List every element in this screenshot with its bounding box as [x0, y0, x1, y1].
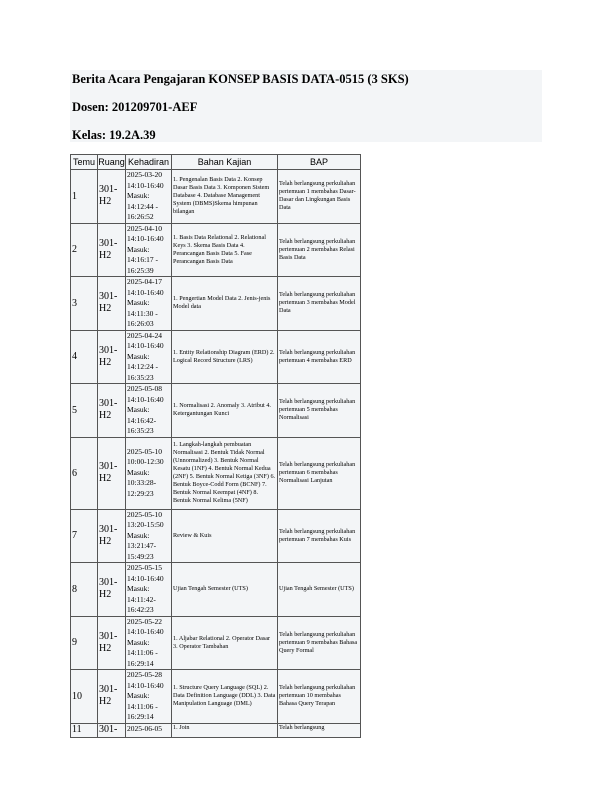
ruang-cell: 301-H2: [98, 330, 126, 384]
masuk-time: 14:11:30 -: [127, 308, 158, 318]
kehadiran-cell: [126, 616, 172, 670]
ruang-cell: 301-H2: [98, 384, 126, 438]
jam-text: 14:10-16:40: [127, 680, 164, 690]
ruang-cell: 301-: [98, 723, 126, 737]
col-header-kehadiran: Kehadiran: [126, 155, 172, 170]
masuk-label: Masuk:: [127, 584, 150, 593]
masuk-label: Masuk:: [127, 637, 150, 647]
tanggal-text: 2025-05-15: [127, 563, 162, 572]
jam-text: 14:10-16:40: [127, 573, 164, 583]
tanggal-text: 2025-04-24: [127, 330, 162, 340]
masuk-time: 14:12:44 -: [127, 201, 159, 211]
col-header-temu: Temu: [71, 155, 98, 170]
masuk-time: 14:11:42-: [127, 594, 156, 604]
kehadiran-cell: [126, 223, 172, 277]
col-header-bahan-kajian: Bahan Kajian: [172, 155, 278, 170]
table-row: [71, 509, 361, 563]
keluar-time: 16:29:14: [127, 658, 154, 668]
bahan-kajian-cell: 1. Aljabar Relational 2. Operator Dasar 3. Operator Tambahan: [172, 616, 278, 670]
bahan-kajian-cell: 1. Pengenalan Basis Data 2. Konsep Dasar Basis Data 3. Komponen Sistem Database 4. Database Management System (DBMS)Skema himpunan bilangan: [172, 170, 278, 224]
tanggal-text: 2025-05-22: [127, 616, 162, 626]
kelas-label: Kelas: 19.2A.39: [72, 128, 156, 142]
keluar-time: 16:26:03: [127, 319, 154, 328]
bap-cell: Ujian Tengah Semester (UTS): [278, 563, 361, 617]
table-row: [71, 437, 361, 509]
masuk-time: 14:16:42-: [127, 415, 157, 425]
masuk-label: Masuk:: [127, 351, 150, 361]
bap-cell: Telah berlangsung perkuliahan pertemuan 2 membahas Relasi Basis Data: [278, 223, 361, 277]
temu-cell: 7: [71, 509, 98, 563]
jam-text: 13:20-15:50: [127, 520, 164, 529]
temu-cell: 1: [71, 170, 98, 224]
masuk-time: 10:33:28-: [127, 478, 157, 488]
table-row: [71, 170, 361, 224]
temu-cell: 9: [71, 616, 98, 670]
masuk-label: Masuk:: [127, 467, 150, 477]
kehadiran-cell: [126, 563, 172, 617]
masuk-label: Masuk:: [127, 691, 150, 700]
jam-text: 14:10-16:40: [127, 287, 164, 297]
bap-cell: Telah berlangsung perkuliahan pertemuan 10 membahas Bahasa Query Terapan: [278, 670, 361, 724]
bahan-kajian-cell: 1. Langkah-langkah pembuatan Normalisasi 2. Bentuk Tidak Normal (Unnormalized) 3. Bentuk Normal Kesatu (1NF) 4. Bentuk Normal Kedua (2NF) 5. Bentuk Normal Ketiga (3NF) 6. Bentuk Boyce-Codd Form (BCNF) 7. Bentuk Normal Keempat (4NF) 8. Bentuk Normal Kelima (5NF): [172, 437, 278, 509]
table-header-row: [71, 155, 361, 170]
bahan-kajian-cell: Ujian Tengah Semester (UTS): [172, 563, 278, 617]
col-header-ruang: Ruang: [98, 155, 126, 170]
bap-cell: Telah berlangsung: [278, 723, 361, 737]
temu-cell: 3: [71, 277, 98, 331]
temu-cell: 6: [71, 437, 98, 509]
col-header-bap: BAP: [278, 155, 361, 170]
temu-cell: 2: [71, 223, 98, 277]
masuk-label: Masuk:: [127, 244, 150, 254]
bahan-kajian-cell: 1. Structure Query Language (SQL) 2. Data Definition Language (DDL) 3. Data Manipulation Language (DML): [172, 670, 278, 724]
kehadiran-cell: [126, 723, 172, 737]
jam-text: 14:10-16:40: [127, 180, 164, 190]
ruang-cell: 301-H2: [98, 670, 126, 724]
table-row: [71, 670, 361, 724]
kehadiran-cell: [126, 277, 172, 331]
bap-cell: Telah berlangsung perkuliahan pertemuan 6 membahas Normalisasi Lanjutan: [278, 437, 361, 509]
temu-cell: 5: [71, 384, 98, 438]
ruang-cell: 301-H2: [98, 616, 126, 670]
masuk-time: 14:11:06 -: [127, 648, 158, 657]
temu-cell: 8: [71, 563, 98, 617]
masuk-time: 13:21:47-: [127, 541, 157, 550]
kehadiran-cell: [126, 437, 172, 509]
bap-cell: Telah berlangsung perkuliahan pertemuan 5 membahas Normalisasi: [278, 384, 361, 438]
masuk-label: Masuk:: [127, 298, 150, 307]
masuk-label: Masuk:: [127, 405, 150, 414]
jam-text: 10:00-12:30: [127, 457, 164, 467]
bahan-kajian-cell: 1. Pengertian Model Data 2. Jenis-jenis Model data: [172, 277, 278, 331]
jam-text: 14:10-16:40: [127, 341, 164, 350]
masuk-label: Masuk:: [127, 530, 150, 540]
table-body: [71, 170, 361, 738]
bahan-kajian-cell: 1. Normalisasi 2. Anomaly 3. Atribut 4. Ketergantungan Kunci: [172, 384, 278, 438]
table-row: [71, 723, 361, 737]
kehadiran-cell: [126, 509, 172, 563]
tanggal-text: 2025-03-20: [127, 170, 162, 179]
jam-text: 14:10-16:40: [127, 234, 164, 243]
page-title: Berita Acara Pengajaran KONSEP BASIS DATA-0515 (3 SKS): [72, 72, 409, 86]
jam-text: 14:10-16:40: [127, 394, 164, 404]
tanggal-text: 2025-05-28: [127, 670, 162, 679]
table-row: [71, 616, 361, 670]
keluar-time: 16:42:23: [127, 605, 154, 614]
tanggal-text: 2025-05-10: [127, 509, 162, 519]
bap-cell: Telah berlangsung perkuliahan pertemuan 7 membahas Kuis: [278, 509, 361, 563]
temu-cell: 4: [71, 330, 98, 384]
ruang-cell: 301-H2: [98, 509, 126, 563]
table-row: [71, 223, 361, 277]
keluar-time: 16:35:23: [127, 426, 154, 435]
tanggal-text: 2025-04-10: [127, 223, 162, 233]
jam-text: 14:10-16:40: [127, 627, 164, 636]
masuk-time: 14:16:17 -: [127, 255, 159, 264]
masuk-time: 14:12:24 -: [127, 362, 159, 371]
tanggal-text: 2025-04-17: [127, 277, 162, 286]
bap-cell: Telah berlangsung perkuliahan pertemuan 1 membahas Dasar-Dasar dan Lingkungan Basis Data: [278, 170, 361, 224]
bahan-kajian-cell: 1. Entity Relationship Diagram (ERD) 2. Logical Record Structure (LRS): [172, 330, 278, 384]
keluar-time: 15:49:23: [127, 551, 154, 561]
tanggal-text: 2025-05-08: [127, 384, 162, 393]
ruang-cell: 301-H2: [98, 277, 126, 331]
kehadiran-cell: [126, 384, 172, 438]
temu-cell: 11: [71, 723, 98, 737]
attendance-table: [70, 154, 361, 738]
kehadiran-cell: [126, 670, 172, 724]
tanggal-text: 2025-06-05: [127, 723, 162, 733]
bahan-kajian-cell: Review & Kuis: [172, 509, 278, 563]
bahan-kajian-cell: 1. Join: [172, 723, 278, 737]
table-row: [71, 330, 361, 384]
keluar-time: 16:26:52: [127, 212, 154, 221]
bap-cell: Telah berlangsung perkuliahan pertemuan 3 membahas Model Data: [278, 277, 361, 331]
kehadiran-cell: [126, 330, 172, 384]
keluar-time: 16:25:39: [127, 265, 154, 275]
ruang-cell: 301-H2: [98, 170, 126, 224]
bap-cell: Telah berlangsung perkuliahan pertemuan 9 membahas Bahasa Query Formal: [278, 616, 361, 670]
table-row: [71, 563, 361, 617]
keluar-time: 12:29:23: [127, 488, 154, 498]
temu-cell: 10: [71, 670, 98, 724]
bap-cell: Telah berlangsung perkuliahan pertemuan 4 membahas ERD: [278, 330, 361, 384]
keluar-time: 16:35:23: [127, 372, 154, 382]
ruang-cell: 301-H2: [98, 563, 126, 617]
masuk-time: 14:11:06 -: [127, 701, 158, 711]
ruang-cell: 301-H2: [98, 437, 126, 509]
masuk-label: Masuk:: [127, 191, 150, 200]
bahan-kajian-cell: 1. Basis Data Relational 2. Relational Keys 3. Skema Basis Data 4. Perancangan Basis Data 5. Fase Perancangan Basis Data: [172, 223, 278, 277]
table-row: [71, 384, 361, 438]
table-row: [71, 277, 361, 331]
dosen-label: Dosen: 201209701-AEF: [72, 100, 198, 114]
kehadiran-cell: [126, 170, 172, 224]
ruang-cell: 301-H2: [98, 223, 126, 277]
tanggal-text: 2025-05-10: [127, 446, 162, 456]
keluar-time: 16:29:14: [127, 712, 154, 721]
